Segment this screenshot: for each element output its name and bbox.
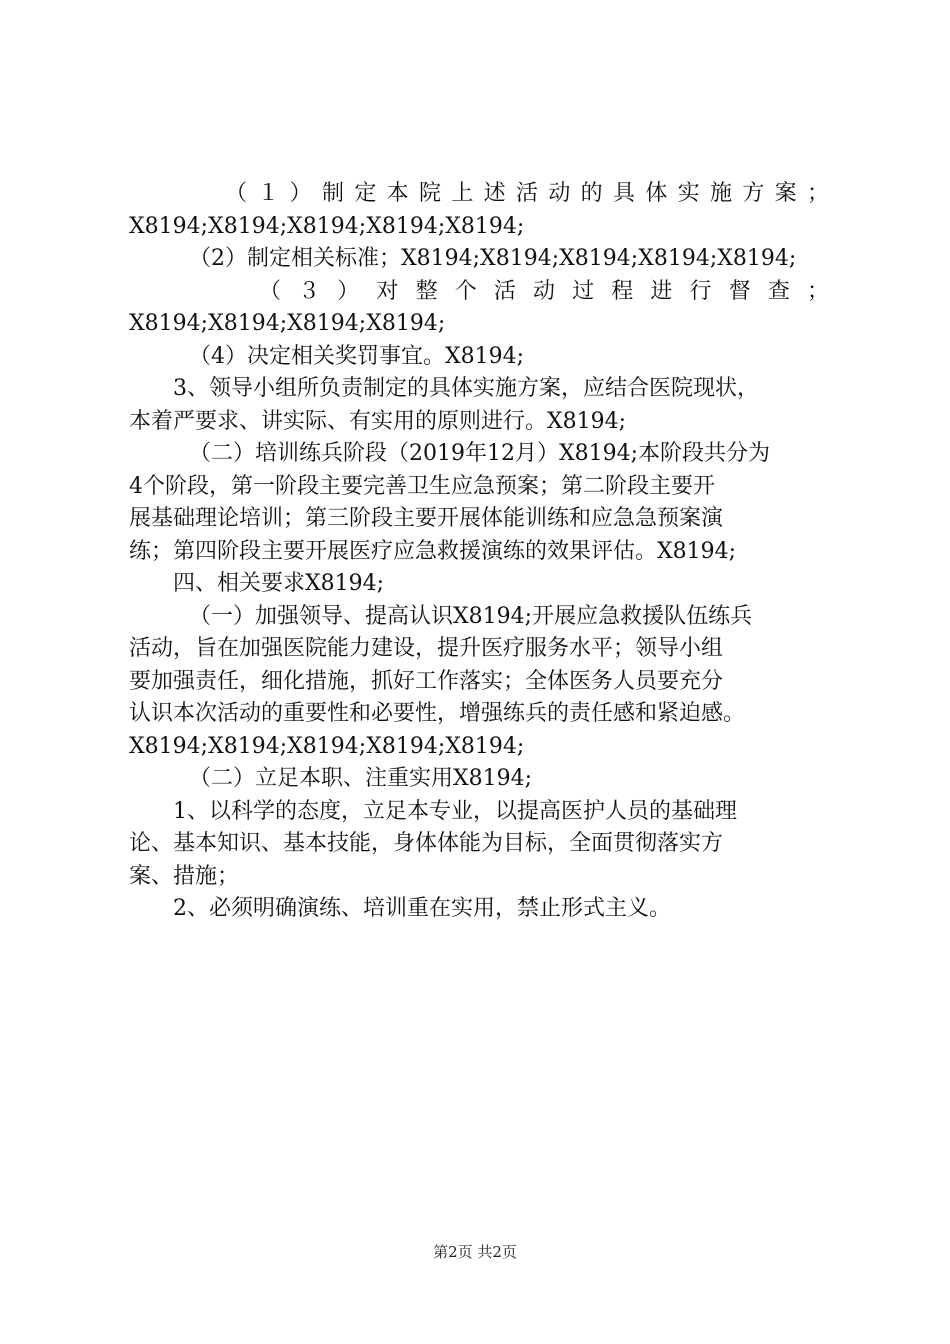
section-heading: 四、相关要求X8194; [173, 571, 385, 596]
paragraph-line: 1、以科学的态度，立足本专业，以提高医护人员的基础理 [173, 798, 737, 824]
paragraph-line: （１）制定本院上述活动的具体实施方案； [225, 181, 829, 206]
paragraph-line: 4个阶段，第一阶段主要完善卫生应急预案；第二阶段主要开 [129, 473, 715, 499]
paragraph-line: X8194;X8194;X8194;X8194;X8194; [129, 213, 525, 239]
paragraph-line: X8194;X8194;X8194;X8194; [129, 311, 446, 336]
paragraph-line: 案、措施； [129, 863, 240, 889]
paragraph-line: （2）制定相关标准；X8194;X8194;X8194;X8194;X8194; [189, 246, 797, 271]
paragraph-line: （4）决定相关奖罚事宜。X8194; [189, 343, 525, 369]
paragraph-line: （二）培训练兵阶段（2019年12月）X8194;本阶段共分为 [189, 441, 771, 466]
paragraph-line: （二）立足本职、注重实用X8194; [189, 766, 533, 791]
paragraph-line: 论、基本知识、基本技能，身体体能为目标，全面贯彻落实方 [129, 831, 724, 856]
paragraph-line: 2、必须明确演练、培训重在实用，禁止形式主义。 [173, 896, 671, 921]
paragraph-line: X8194;X8194;X8194;X8194;X8194; [129, 733, 525, 759]
paragraph-line: （一）加强领导、提高认识X8194;开展应急救援队伍练兵 [189, 603, 753, 629]
paragraph-line: 练；第四阶段主要开展医疗应急救援演练的效果评估。X8194; [129, 538, 737, 564]
paragraph-line: 认识本次活动的重要性和必要性，增强练兵的责任感和紧迫感。 [129, 701, 746, 726]
paragraph-line: 3、领导小组所负责制定的具体实施方案，应结合医院现状， [173, 376, 759, 401]
page-number-footer: 第2页 共2页 [433, 1243, 517, 1261]
paragraph-line: 展基础理论培训；第三阶段主要开展体能训练和应急急预案演 [129, 506, 724, 531]
paragraph-line: 本着严要求、讲实际、有实用的原则进行。X8194; [129, 408, 627, 434]
document-body [129, 178, 829, 926]
paragraph-line: 要加强责任，细化措施，抓好工作落实；全体医务人员要充分 [129, 668, 724, 694]
paragraph-line: 活动，旨在加强医院能力建设，提升医疗服务水平；领导小组 [129, 636, 724, 661]
paragraph-line: （３）对整个活动过程进行督查； [259, 278, 829, 304]
